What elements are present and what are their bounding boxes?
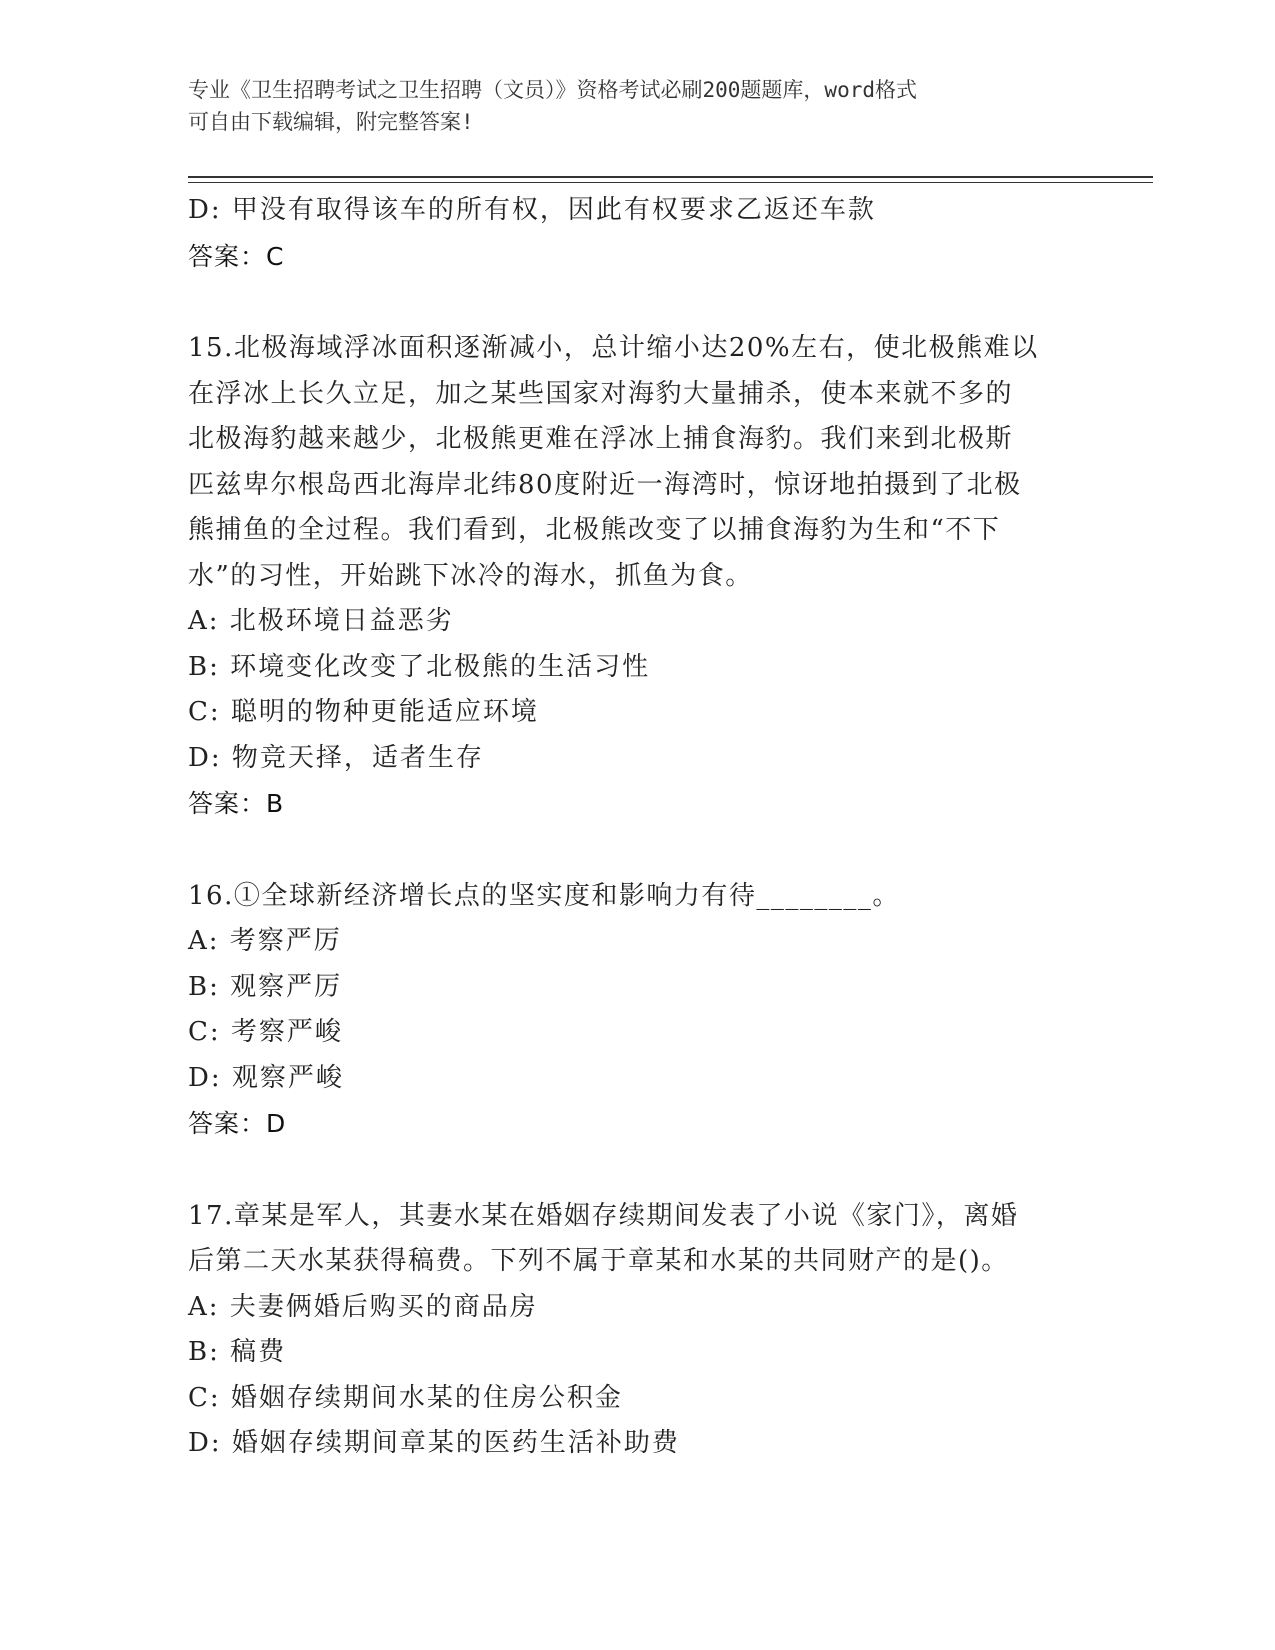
header-title-line-1: 专业《卫生招聘考试之卫生招聘（文员）》资格考试必刷200题题库，word格式: [188, 78, 917, 102]
option-a: A: 考察严厉: [188, 926, 342, 956]
spacer: [188, 827, 1068, 874]
spacer: [188, 1147, 1068, 1194]
answer: 答案：D: [188, 1109, 287, 1138]
answer: 答案：B: [188, 789, 285, 818]
option-d: D: 婚姻存续期间章某的医药生活补助费: [188, 1428, 680, 1458]
option-a: A: 夫妻俩婚后购买的商品房: [188, 1291, 538, 1322]
option-d: D: 观察严峻: [188, 1062, 344, 1093]
option-c: C: 聪明的物种更能适应环境: [188, 697, 539, 727]
option-b: B: 稿费: [188, 1337, 287, 1367]
question-16: [188, 874, 1068, 1147]
header-rule-thick: [188, 176, 1153, 178]
question-stem-line: 在浮冰上长久立足，加之某些国家对海豹大量捕杀，使本来就不多的: [188, 378, 1014, 409]
question-stem-line: 熊捕鱼的全过程。我们看到，北极熊改变了以捕食海豹为生和“不下: [188, 515, 1001, 545]
option-b: B: 环境变化改变了北极熊的生活习性: [188, 651, 651, 682]
question-15: [188, 326, 1068, 827]
option-c: C: 考察严峻: [188, 1017, 343, 1047]
option-d: D: 物竞天择，适者生存: [188, 742, 484, 773]
question-17: [188, 1194, 1068, 1467]
option-a: A: 北极环境日益恶劣: [188, 606, 454, 636]
prev-question-answer: 答案：C: [188, 241, 285, 271]
question-stem-line: 15.北极海域浮冰面积逐渐减小，总计缩小达20%左右，使北极熊难以: [188, 333, 1039, 363]
header-rule-thin: [188, 182, 1153, 183]
prev-question-option-d: D: 甲没有取得该车的所有权，因此有权要求乙返还车款: [188, 195, 876, 225]
question-stem-line: 水”的习性，开始跳下冰冷的海水，抓鱼为食。: [188, 560, 753, 591]
question-stem-line: 北极海豹越来越少，北极熊更难在浮冰上捕食海豹。我们来到北极斯: [188, 424, 1014, 454]
document-header: [188, 74, 1068, 138]
question-stem-line: 匹兹卑尔根岛西北海岸北纬80度附近一海湾时，惊讶地拍摄到了北极: [188, 469, 1022, 500]
question-stem-line: 17.章某是军人，其妻水某在婚姻存续期间发表了小说《家门》，离婚: [188, 1200, 1019, 1231]
question-stem-line: 后第二天水某获得稿费。下列不属于章某和水某的共同财产的是()。: [188, 1246, 1009, 1276]
question-stem-line: 16.①全球新经济增长点的坚实度和影响力有待________。: [188, 880, 900, 911]
spacer: [188, 279, 1068, 326]
option-b: B: 观察严厉: [188, 971, 343, 1002]
document-body: [188, 188, 1068, 1467]
option-c: C: 婚姻存续期间水某的住房公积金: [188, 1382, 623, 1413]
header-title-line-2: 可自由下载编辑，附完整答案!: [188, 110, 474, 134]
